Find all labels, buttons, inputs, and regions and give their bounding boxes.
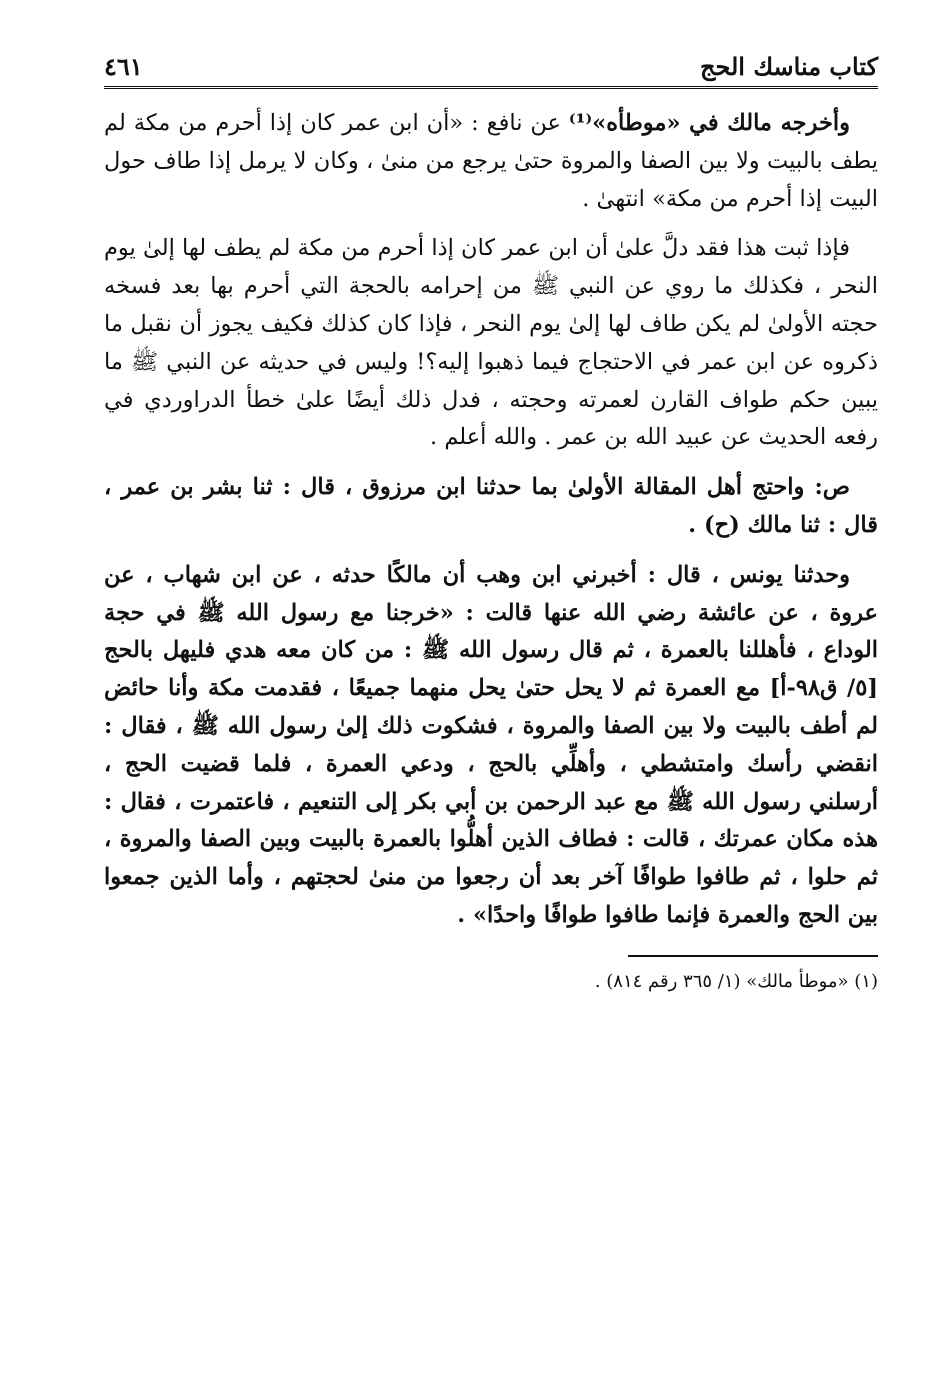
paragraph-1 xyxy=(104,105,878,218)
paragraph-2: فإذا ثبت هذا فقد دلَّ علىٰ أن ابن عمر كان إذا أحرم من مكة لم يطف لها إلىٰ يوم النحر ، فكذلك ما روي عن النبي ﷺ من إحرامه بالحجة التي أحرم بها بعد فسخه حجته الأولىٰ لم يكن طاف لها إلىٰ يوم النحر ، فإذا كان كذلك فكيف يجوز أن نقبل ما ذكروه عن ابن عمر في الاحتجاج فيما ذهبوا إليه؟! وليس في حديثه عن النبي ﷺ ما يبين حكم طواف القارن لعمرته وحجته ، فدل ذلك أيضًا علىٰ خطأ الدراوردي في رفعه الحديث عن عبيد الله بن عمر . والله أعلم . xyxy=(104,235,878,451)
footnote: (١) «موطأ مالك» (١/ ٣٦٥ رقم ٨١٤) . xyxy=(594,970,878,992)
page-number: ٤٦١ xyxy=(104,52,143,81)
footnote-separator xyxy=(628,955,878,957)
page-header xyxy=(104,46,878,89)
page-body xyxy=(104,105,878,935)
running-title: كتاب مناسك الحج xyxy=(700,52,878,81)
paragraph-1-lead: وأخرجه مالك في «موطأه»⁽¹⁾ xyxy=(568,110,850,136)
book-page xyxy=(104,46,878,1346)
paragraph-4: وحدثنا يونس ، قال : أخبرني ابن وهب أن مالكًا حدثه ، عن ابن شهاب ، عن عروة ، عن عائشة رضي الله عنها قالت : «خرجنا مع رسول الله ﷺ في حجة الوداع ، فأهللنا بالعمرة ، ثم قال رسول الله ﷺ : من كان معه هدي فليهل بالحج [٥/ ق٩٨-أ] مع العمرة ثم لا يحل حتىٰ يحل منهما جميعًا ، فقدمت مكة وأنا حائض لم أطف بالبيت ولا بين الصفا والمروة ، فشكوت ذلك إلىٰ رسول الله ﷺ ، فقال : انقضي رأسك وامتشطي ، وأهلِّي بالحج ، ودعي العمرة ، فلما قضيت الحج ، أرسلني رسول الله ﷺ مع عبد الرحمن بن أبي بكر إلى التنعيم ، فاعتمرت ، فقال : هذه مكان عمرتك ، قالت : فطاف الذين أهلُّوا بالعمرة بالبيت وبين الصفا والمروة ، ثم حلوا ، ثم طافوا طوافًا آخر بعد أن رجعوا من منىٰ لحجتهم ، وأما الذين جمعوا بين الحج والعمرة فإنما طافوا طوافًا واحدًا» . xyxy=(104,561,878,928)
paragraph-1-text: عن نافع : «أن ابن عمر كان إذا أحرم من مكة لم يطف بالبيت ولا بين الصفا والمروة حتىٰ يرجع من منىٰ ، وكان لا يرمل إذا طاف حول البيت إذا أحرم من مكة» انتهىٰ . xyxy=(104,110,878,212)
paragraph-3: ص: واحتج أهل المقالة الأولىٰ بما حدثنا ابن مرزوق ، قال : ثنا بشر بن عمر ، قال : ثنا مالك (ح) . xyxy=(104,474,878,538)
